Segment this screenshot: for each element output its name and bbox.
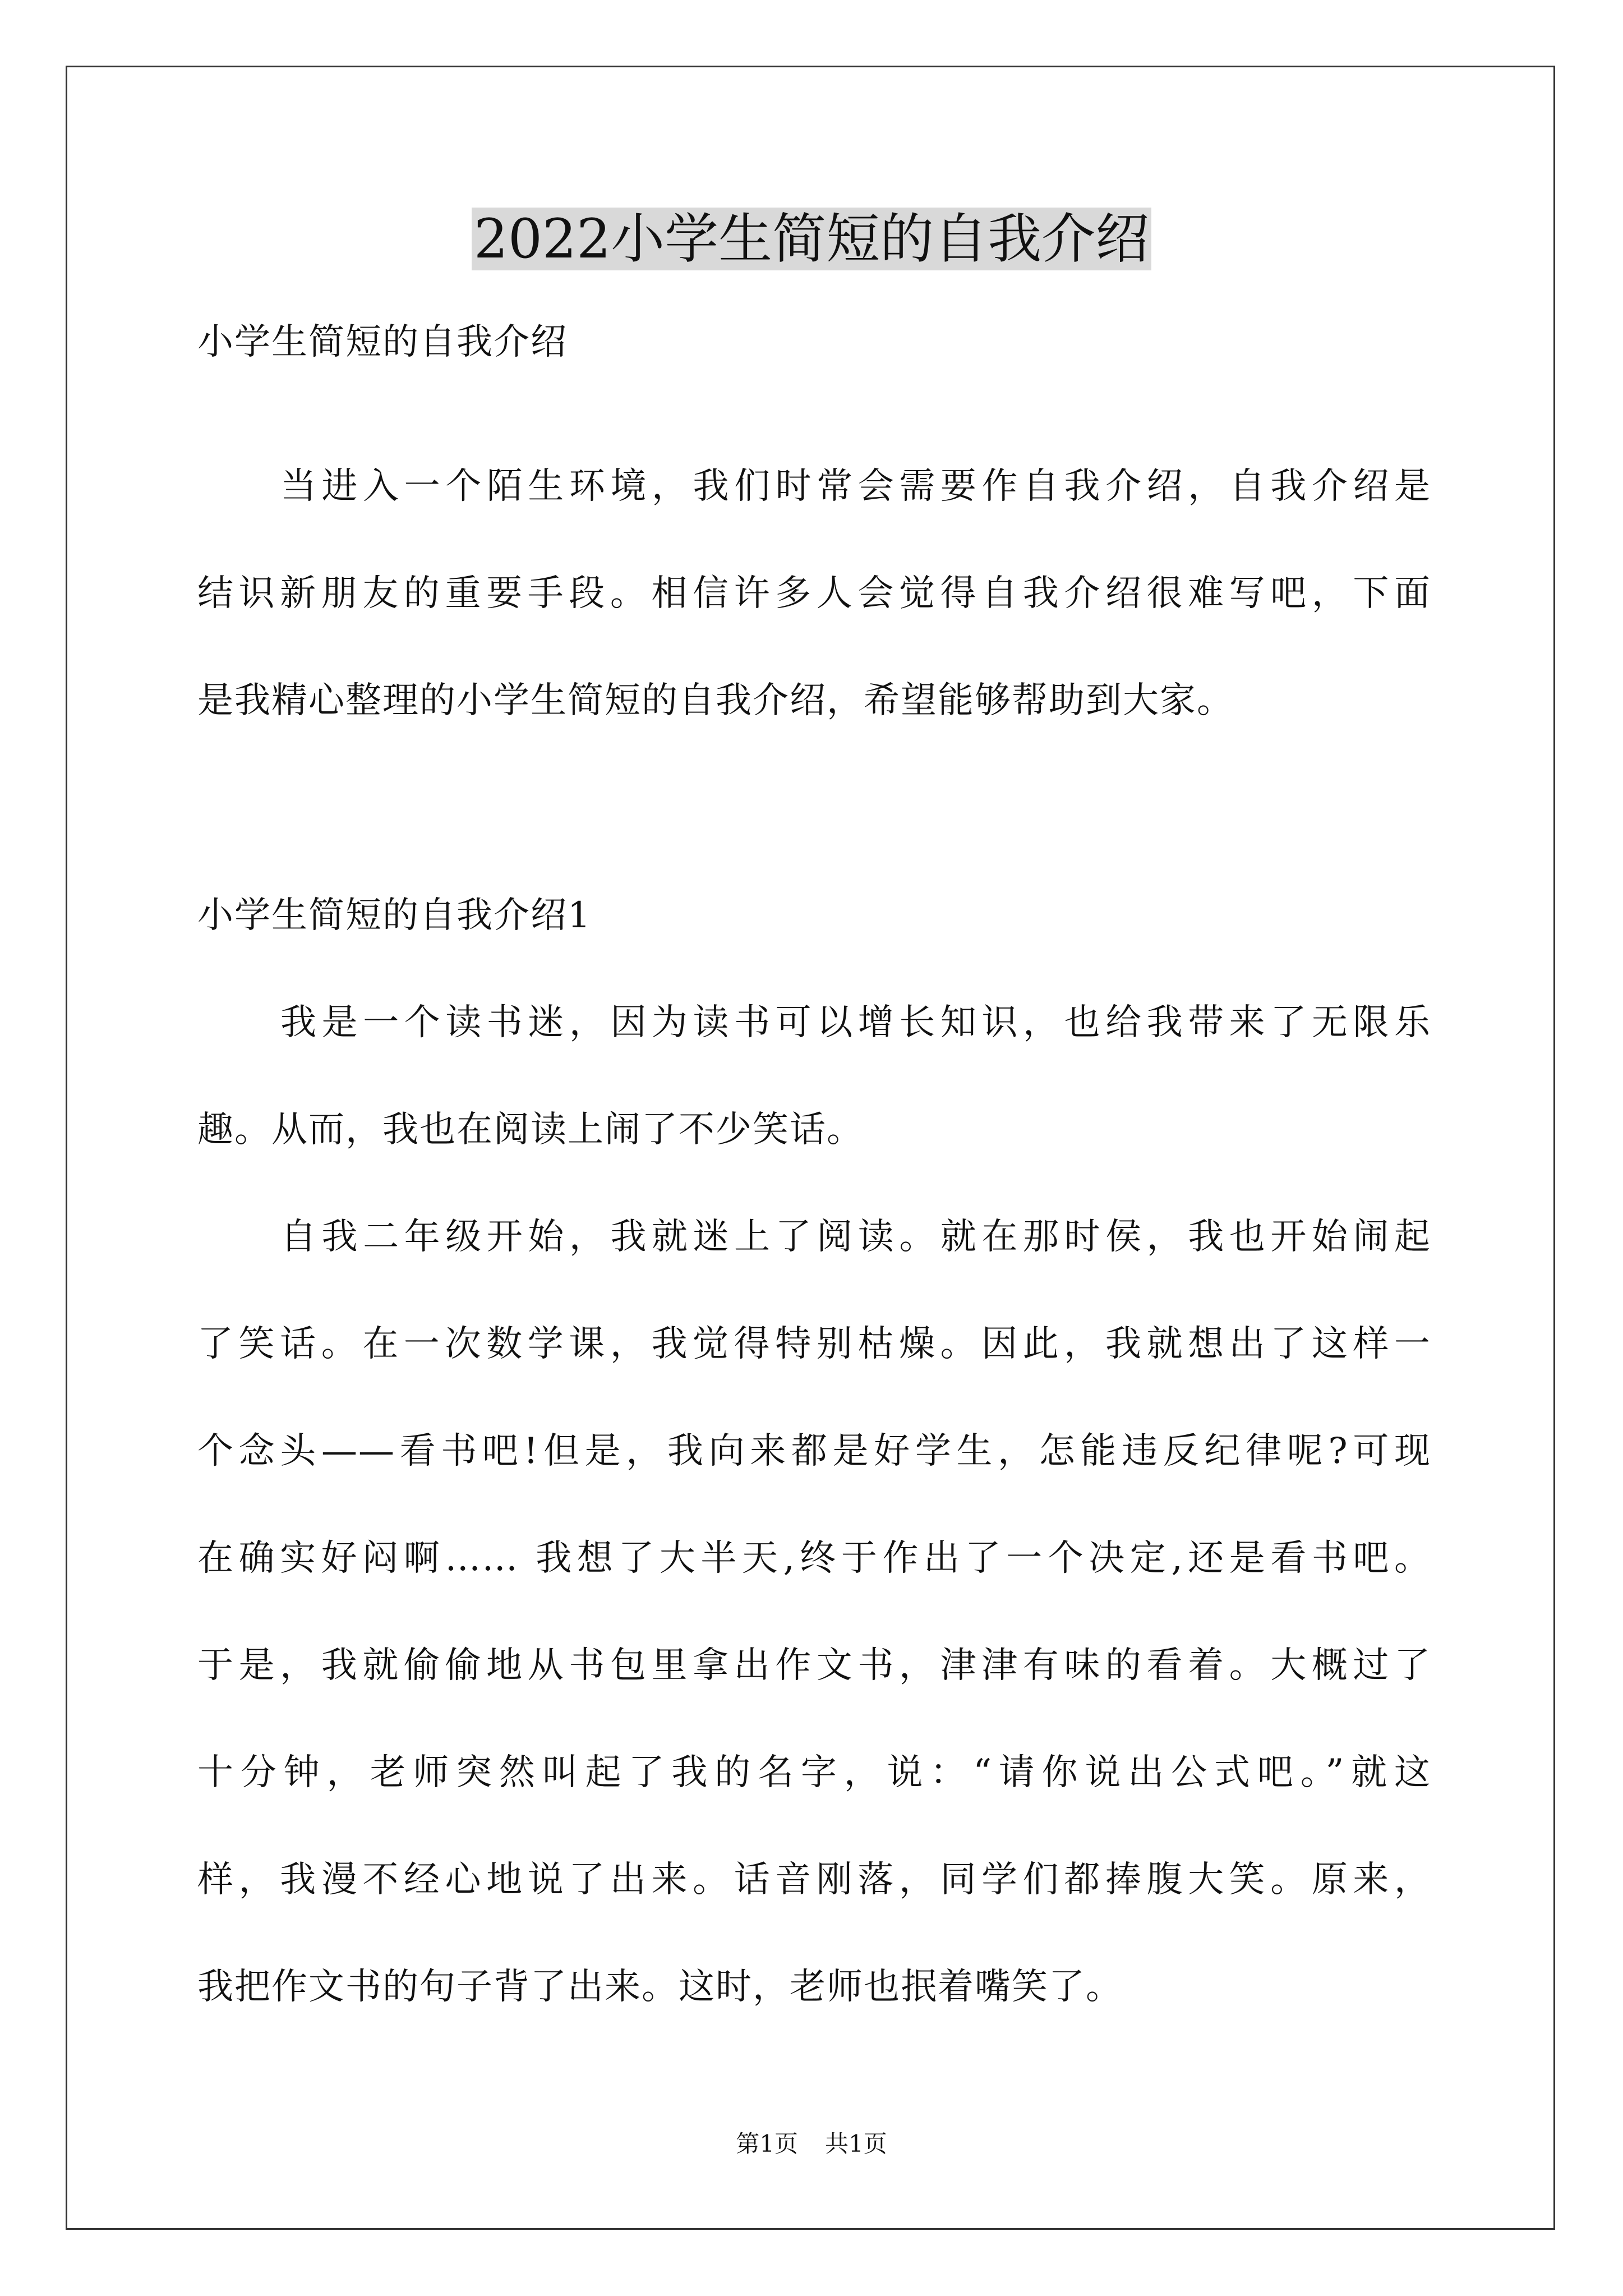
para1-line-1: 我是一个读书迷，因为读书可以增长知识，也给我带来了无限乐 xyxy=(280,1002,1431,1043)
para2-line-1: 自我二年级开始，我就迷上了阅读。就在那时侯，我也开始闹起 xyxy=(280,1216,1431,1258)
para2-line-3: 个念头——看书吧!但是，我向来都是好学生，怎能违反纪律呢?可现 xyxy=(197,1430,1431,1472)
intro-heading: 小学生简短的自我介绍 xyxy=(197,321,568,363)
para2-line-4: 在确实好闷啊…… 我想了大半天,终于作出了一个决定,还是看书吧。 xyxy=(197,1538,1431,1579)
document-title xyxy=(0,200,1623,278)
para2-line-6: 十分钟，老师突然叫起了我的名字，说：“请你说出公式吧。”就这 xyxy=(197,1752,1431,1793)
intro-line-2: 结识新朋友的重要手段。相信许多人会觉得自我介绍很难写吧，下面 xyxy=(197,573,1431,614)
intro-line-3: 是我精心整理的小学生简短的自我介绍，希望能够帮助到大家。 xyxy=(197,680,1234,721)
page-number-current: 第1页 xyxy=(736,2130,798,2157)
intro-line-1: 当进入一个陌生环境，我们时常会需要作自我介绍，自我介绍是 xyxy=(280,466,1431,507)
para1-line-2: 趣。从而，我也在阅读上闹了不少笑话。 xyxy=(197,1109,864,1151)
para2-line-8: 我把作文书的句子背了出来。这时，老师也抿着嘴笑了。 xyxy=(197,1966,1123,2008)
para2-line-7: 样，我漫不经心地说了出来。话音刚落，同学们都捧腹大笑。原来， xyxy=(197,1859,1431,1901)
document-title-text: 2022小学生简短的自我介绍 xyxy=(472,208,1151,270)
page-number-total: 共1页 xyxy=(825,2130,887,2157)
para2-line-5: 于是，我就偷偷地从书包里拿出作文书，津津有味的看着。大概过了 xyxy=(197,1645,1431,1686)
page-footer xyxy=(0,2127,1623,2161)
para2-line-2: 了笑话。在一次数学课，我觉得特别枯燥。因此，我就想出了这样一 xyxy=(197,1323,1431,1365)
section1-heading: 小学生简短的自我介绍1 xyxy=(197,895,592,936)
